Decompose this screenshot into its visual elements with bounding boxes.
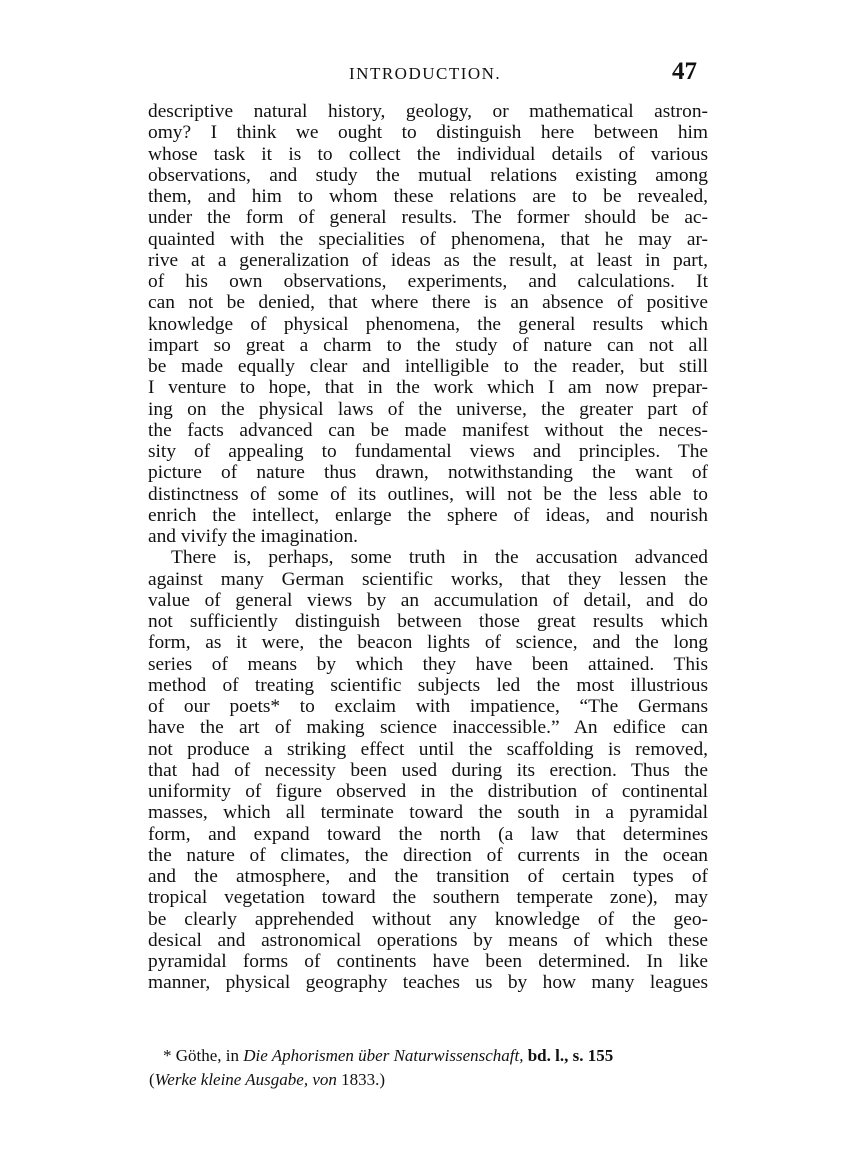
footnote-author: Göthe, in [175, 1046, 240, 1065]
text-line: uniformity of figure observed in the distribution of continental [148, 781, 708, 802]
footnote-line-2 [148, 1068, 708, 1092]
text-line: descriptive natural history, geology, or mathematical astron- [148, 101, 708, 122]
text-line: that had of necessity been used during its erection. Thus the [148, 759, 708, 781]
text-line: observations, and study the mutual relations existing among [148, 164, 708, 186]
paragraph-1 [148, 101, 708, 547]
page-number: 47 [672, 58, 697, 85]
text-line: not sufficiently distinguish between those great results which [148, 611, 708, 632]
text-line: can not be denied, that where there is an absence of positive [148, 292, 708, 314]
text-line: series of means by which they have been attained. This [148, 653, 708, 675]
paragraph-2 [148, 547, 708, 993]
text-line: form, and expand toward the north (a law that determines [148, 823, 708, 845]
text-line: impart so great a charm to the study of nature can not all [148, 334, 708, 356]
text-line: them, and him to whom these relations are to be revealed, [148, 186, 708, 207]
text-line: against many German scientific works, that they lessen the [148, 568, 708, 590]
text-line: desical and astronomical operations by means of which these [148, 929, 708, 951]
text-line: the facts advanced can be made manifest without the neces- [148, 419, 708, 441]
text-line: quainted with the specialities of phenomena, that he may ar- [148, 228, 708, 250]
text-line: be made equally clear and intelligible to the reader, but still [148, 356, 708, 377]
text-line: manner, physical geography teaches us by how many leagues [148, 972, 708, 994]
text-line: of our poets* to exclaim with impatience, “The Germans [148, 696, 708, 717]
text-line: be clearly apprehended without any knowledge of the geo- [148, 908, 708, 930]
text-line: value of general views by an accumulation of detail, and do [148, 589, 708, 611]
footnote-reference: bd. l., s. 155 [527, 1046, 614, 1065]
text-line: distinctness of some of its outlines, will not be the less able to [148, 483, 708, 505]
text-line: method of treating scientific subjects led the most illustrious [148, 674, 708, 696]
text-line: ing on the physical laws of the universe, the greater part of [148, 398, 708, 420]
footnote-edition: Werke kleine Ausgabe, von [154, 1070, 337, 1089]
text-line: enrich the intellect, enlarge the sphere of ideas, and nourish [148, 504, 708, 526]
text-line: sity of appealing to fundamental views and principles. The [148, 441, 708, 462]
text-line: and the atmosphere, and the transition of certain types of [148, 866, 708, 887]
text-line: There is, perhaps, some truth in the accusation advanced [171, 547, 708, 569]
text-line: masses, which all terminate toward the south in a pyramidal [148, 802, 708, 824]
text-line: under the form of general results. The former should be ac- [148, 207, 708, 229]
footnote-year: 1833.) [341, 1070, 386, 1089]
text-line: omy? I think we ought to distinguish here between him [148, 122, 708, 144]
footnote [148, 1044, 708, 1092]
text-line: and vivify the imagination. [148, 526, 359, 547]
running-head: INTRODUCTION. [349, 64, 502, 83]
text-line: rive at a generalization of ideas as the result, at least in part, [148, 249, 708, 271]
text-line: knowledge of physical phenomena, the general results which [148, 313, 708, 335]
text-line: the nature of climates, the direction of currents in the ocean [148, 844, 708, 866]
text-line: I venture to hope, that in the work which I am now prepar- [148, 377, 708, 399]
footnote-paren: ( [149, 1070, 155, 1089]
text-line: not produce a striking effect until the scaffolding is removed, [148, 738, 708, 760]
text-line: whose task it is to collect the individual details of various [148, 143, 708, 165]
text-line: tropical vegetation toward the southern temperate zone), may [148, 887, 708, 909]
text-line: have the art of making science inaccessible.” An edifice can [148, 717, 708, 739]
footnote-line-1 [148, 1044, 708, 1068]
text-line: picture of nature thus drawn, notwithstanding the want of [148, 462, 708, 484]
text-line: of his own observations, experiments, and calculations. It [148, 271, 708, 292]
text-line: form, as it were, the beacon lights of science, and the long [148, 632, 708, 654]
text-line: pyramidal forms of continents have been determined. In like [148, 951, 708, 972]
body-text [148, 101, 708, 994]
footnote-title: Die Aphorismen über Naturwissenschaft, [243, 1046, 524, 1065]
footnote-marker: * [163, 1046, 172, 1065]
